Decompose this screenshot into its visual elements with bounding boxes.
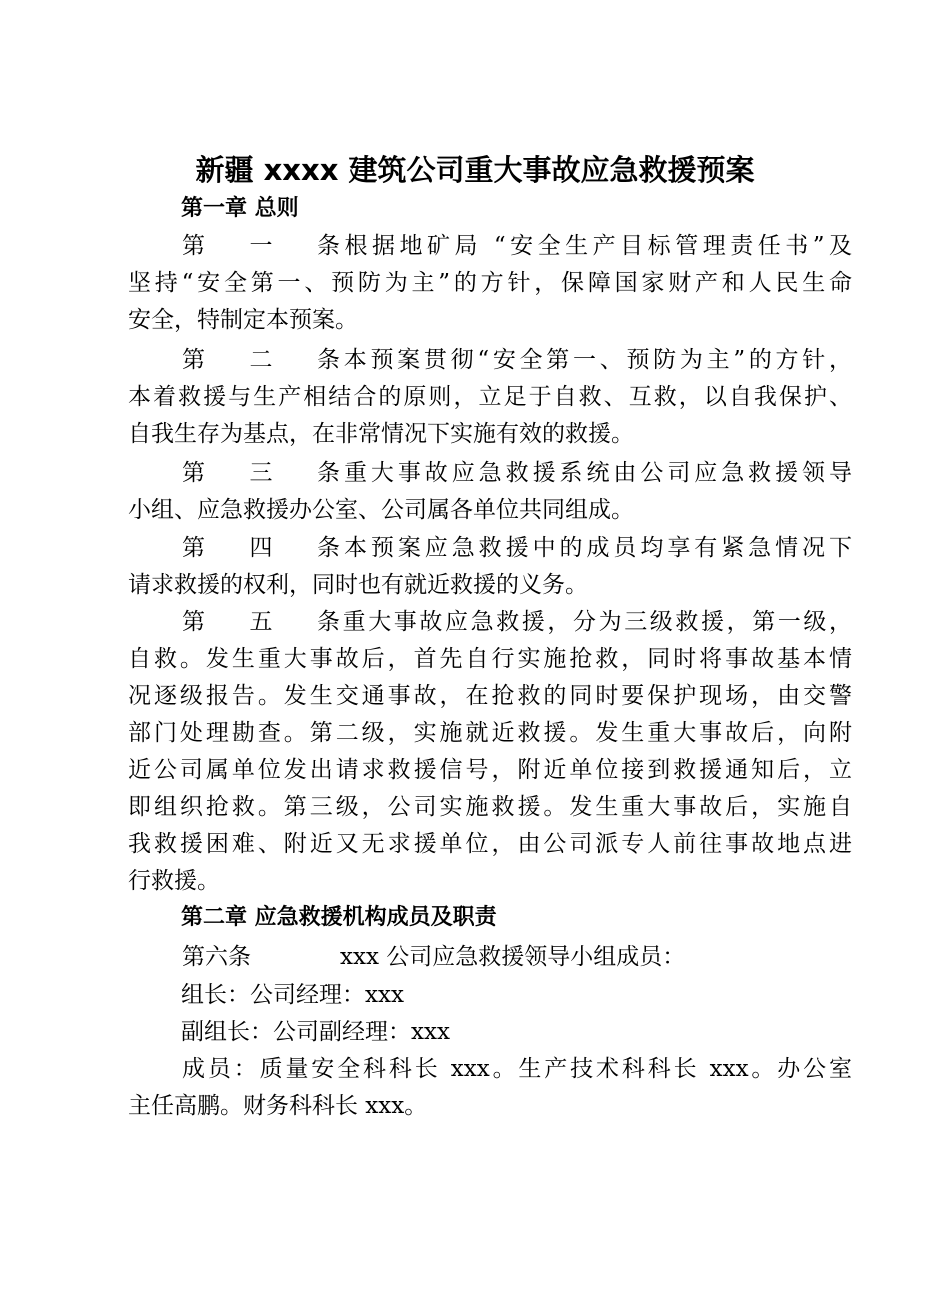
article-text: 本预案贯彻“安全第一、预防为主”的方针， bbox=[340, 347, 852, 373]
chapter-2-heading: 第二章 应急救援机构成员及职责 bbox=[181, 905, 497, 930]
article-number: 第四条 bbox=[182, 535, 340, 561]
article-line bbox=[128, 228, 852, 265]
article-line: 况逐级报告。发生交通事故，在抢救的同时要保护现场，由交警 bbox=[128, 683, 852, 709]
article-line: 行救援。 bbox=[128, 868, 220, 894]
article-text: 重大事故应急救援，分为三级救援，第一级， bbox=[340, 609, 852, 635]
article-line: 小组、应急救援办公室、公司属各单位共同组成。 bbox=[128, 497, 634, 523]
article-text: 根据地矿局 “安全生产目标管理责任书”及 bbox=[340, 233, 852, 259]
article-text: 本预案应急救援中的成员均享有紧急情况下 bbox=[340, 535, 852, 561]
article-line: 安全，特制定本预案。 bbox=[128, 307, 358, 333]
article-line bbox=[128, 604, 852, 641]
article-3 bbox=[128, 455, 852, 529]
article-6 bbox=[128, 939, 852, 976]
article-line bbox=[128, 342, 852, 379]
article-4 bbox=[128, 530, 852, 604]
article-line: 我救援困难、附近又无求援单位，由公司派专人前往事故地点进 bbox=[128, 831, 852, 857]
article-5 bbox=[128, 604, 852, 900]
leader-line: 组长：公司经理：xxx bbox=[181, 982, 404, 1008]
members-line: 主任高鹏。财务科科长 xxx。 bbox=[128, 1093, 428, 1119]
members-paragraph bbox=[128, 1051, 852, 1125]
article-number: 第三条 bbox=[182, 460, 340, 486]
article-2 bbox=[128, 342, 852, 453]
article-1 bbox=[128, 228, 852, 339]
article-text: xxx 公司应急救援领导小组成员： bbox=[340, 944, 686, 970]
article-line bbox=[128, 939, 852, 976]
article-text: 重大事故应急救援系统由公司应急救援领导 bbox=[340, 460, 852, 486]
article-line: 自救。发生重大事故后，首先自行实施抢救，同时将事故基本情 bbox=[128, 646, 852, 672]
article-line: 近公司属单位发出请求救援信号，附近单位接到救援通知后，立 bbox=[128, 757, 852, 783]
article-line: 请求救援的权利，同时也有就近救援的义务。 bbox=[128, 572, 588, 598]
article-number: 第六条 bbox=[182, 944, 251, 970]
article-number: 第一条 bbox=[182, 233, 340, 259]
article-line: 本着救援与生产相结合的原则，立足于自救、互救，以自我保护、 bbox=[128, 384, 852, 410]
article-line bbox=[128, 530, 852, 567]
article-line: 即组织抢救。第三级，公司实施救援。发生重大事故后，实施自 bbox=[128, 794, 852, 820]
article-line: 坚持“安全第一、预防为主”的方针，保障国家财产和人民生命 bbox=[128, 270, 852, 296]
article-line bbox=[128, 455, 852, 492]
article-number: 第五条 bbox=[182, 609, 340, 635]
article-line: 自我生存为基点，在非常情况下实施有效的救援。 bbox=[128, 421, 634, 447]
document-title: 新疆 xxxx 建筑公司重大事故应急救援预案 bbox=[195, 153, 755, 187]
deputy-leader-line: 副组长：公司副经理：xxx bbox=[181, 1019, 450, 1045]
chapter-1-heading: 第一章 总则 bbox=[181, 196, 299, 221]
article-number: 第二条 bbox=[182, 347, 340, 373]
article-line: 部门处理勘查。第二级，实施就近救援。发生重大事故后，向附 bbox=[128, 720, 852, 746]
members-line: 成员：质量安全科科长 xxx。生产技术科科长 xxx。办公室 bbox=[182, 1056, 852, 1082]
